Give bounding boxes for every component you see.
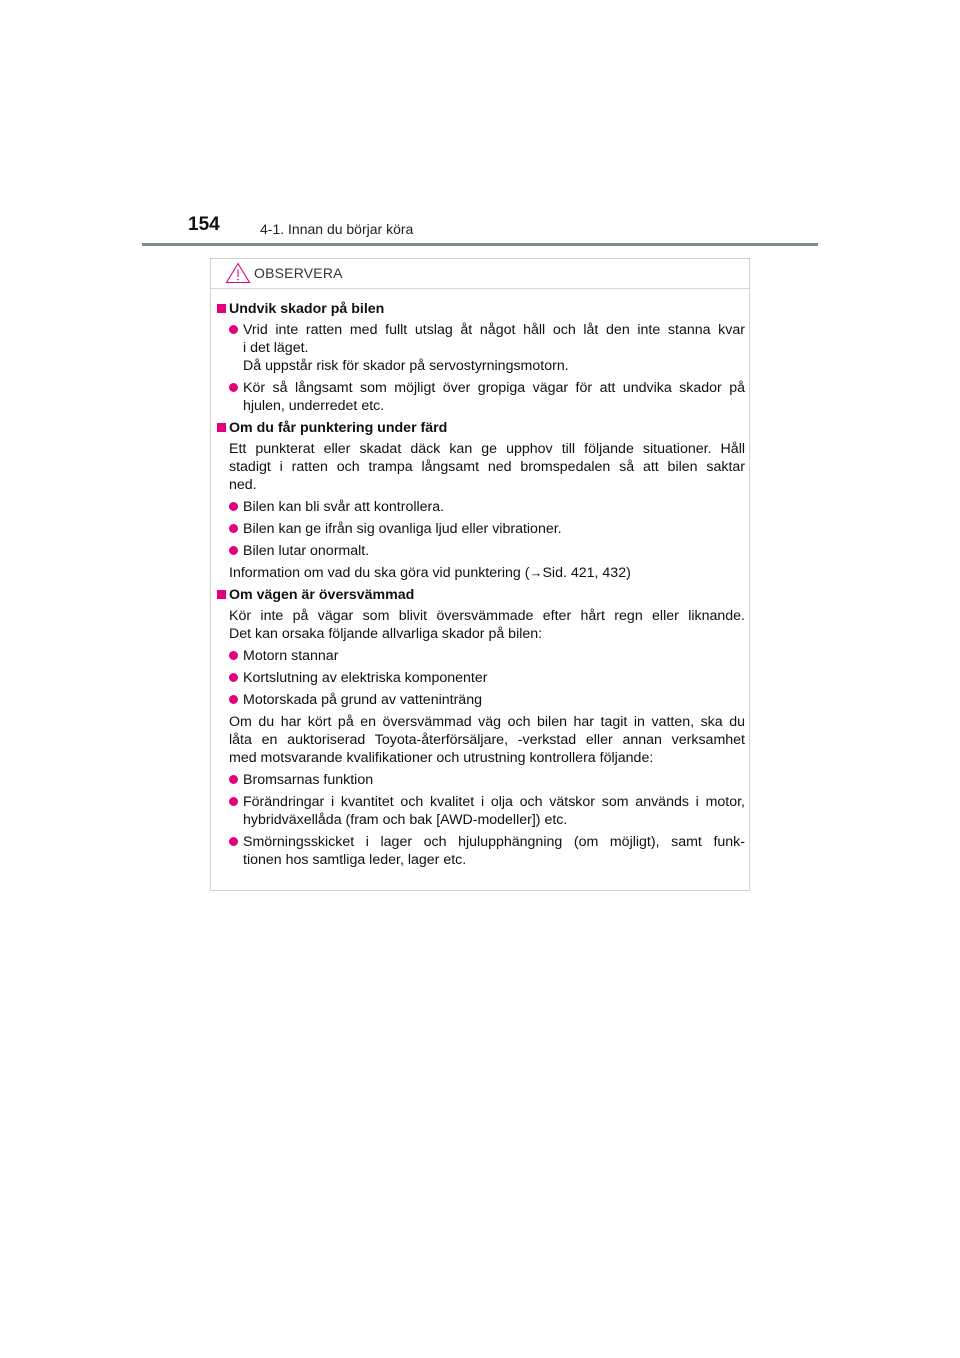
paragraph-line: Om du har kört på en översvämmad väg och bilen har tagit in vatten, ska du [229,714,745,730]
list-item-line: Vrid inte ratten med fullt utslag åt något håll och låt den inte stanna kvar [243,322,745,338]
reference-text: Information om vad du ska göra vid punktering ( [229,565,530,581]
list-item [217,542,745,560]
square-bullet-icon [217,304,226,313]
round-bullet-icon [229,651,238,660]
paragraph [217,607,745,643]
round-bullet-icon [229,502,238,511]
list-item-line: Förändringar i kvantitet och kvalitet i olja och vätskor som används i motor, [243,794,745,810]
list-item [217,379,745,415]
round-bullet-icon [229,695,238,704]
paragraph-line: Ett punkterat eller skadat däck kan ge upphov till följande situationer. Håll [229,441,745,457]
paragraph-line: låta en auktoriserad Toyota-återförsäljare, -verkstad eller annan verksamhet [229,732,745,748]
list-item [217,691,745,709]
list-item-text: Motorn stannar [243,648,339,664]
list-item-line: Kör så långsamt som möjligt över gropiga vägar för att undvika skador på [243,380,745,396]
round-bullet-icon [229,797,238,806]
round-bullet-icon [229,775,238,784]
section-heading [217,419,745,437]
square-bullet-icon [217,423,226,432]
list-item-line: i det läget. [243,340,309,356]
list-item-text: Bilen kan ge ifrån sig ovanliga ljud eller vibrationer. [243,521,562,537]
list-item-text: Motorskada på grund av vatteninträng [243,692,482,708]
list-item-line: Smörningsskicket i lager och hjulupphängning (om möjligt), samt funk- [243,834,745,850]
paragraph-line: Kör inte på vägar som blivit översvämmade efter hårt regn eller liknande. [229,608,745,624]
list-item-text: Bilen kan bli svår att kontrollera. [243,499,445,515]
section-heading-text: Om du får punktering under färd [229,420,448,436]
square-bullet-icon [217,590,226,599]
list-item [217,520,745,538]
list-item [217,833,745,869]
paragraph-line: ned. [229,477,257,493]
list-item [217,771,745,789]
notice-title: OBSERVERA [254,265,343,281]
page-number: 154 [188,214,220,235]
round-bullet-icon [229,383,238,392]
warning-triangle-icon [225,262,251,284]
arrow-right-icon: → [529,565,543,580]
list-item-line: Då uppstår risk för skador på servostyrningsmotorn. [243,358,569,374]
list-item-line: tionen hos samtliga leder, lager etc. [243,852,467,868]
chapter-title: 4-1. Innan du börjar köra [260,221,414,237]
page-header [142,214,818,246]
list-item [217,498,745,516]
paragraph [217,440,745,494]
round-bullet-icon [229,546,238,555]
round-bullet-icon [229,524,238,533]
section-heading-text: Undvik skador på bilen [229,301,385,317]
round-bullet-icon [229,837,238,846]
list-item-text: Kortslutning av elektriska komponenter [243,670,488,686]
section-heading-text: Om vägen är översvämmad [229,587,415,603]
section-heading [217,300,745,318]
section-heading [217,586,745,604]
list-item-line: Bromsarnas funktion [243,772,374,788]
notice-header [211,259,749,289]
list-item-text: Bilen lutar onormalt. [243,543,370,559]
paragraph-line: med motsvarande kvalifikationer och utrustning kontrollera följande: [229,750,654,766]
list-item [217,669,745,687]
page-reference: Sid. 421, 432) [542,565,631,581]
round-bullet-icon [229,673,238,682]
paragraph [217,713,745,767]
paragraph [217,564,745,582]
header-rule [142,243,818,246]
paragraph-line: Det kan orsaka följande allvarliga skador på bilen: [229,626,543,642]
paragraph-line: stadigt i ratten och trampa långsamt ned bromspedalen så att bilen saktar [229,459,745,475]
list-item [217,793,745,829]
notice-box [210,258,750,891]
list-item [217,647,745,665]
list-item-line: hjulen, underredet etc. [243,398,385,414]
list-item-line: hybridväxellåda (fram och bak [AWD-modeller]) etc. [243,812,568,828]
list-item [217,321,745,375]
round-bullet-icon [229,325,238,334]
notice-body [217,300,745,873]
